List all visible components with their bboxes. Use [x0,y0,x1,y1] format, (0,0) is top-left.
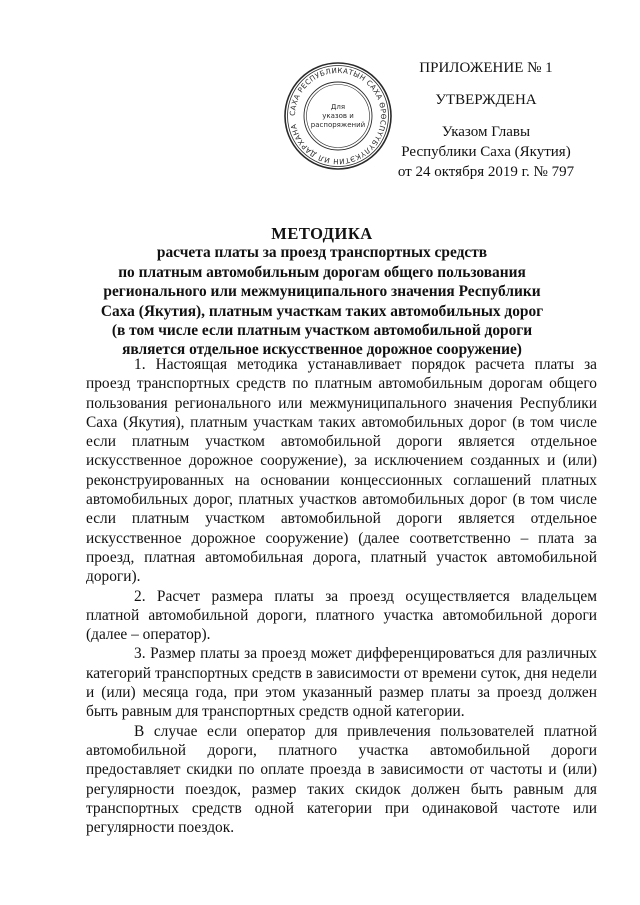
document-title [60,224,584,360]
title-line: (в том числе если платным участком автомобильной дороги [111,322,533,340]
title-line: Саха (Якутия), платным участкам таких автомобильных дорог [100,302,544,320]
seal-ring-text: САХА РЕСПУБЛИКАТЫН САХА ӨРӨСПҮҮБҮЛҮКЭТИН ИЛ ДАРХАНА [287,65,389,167]
seal-center-line-1: Для [330,103,346,111]
paragraph-1: 1. Настоящая методика устанавливает порядок расчета платы за проезд транспортных средств по платным автомобильным дорогам общего пользования регионального или межмуниципального значения Республики Саха (Якутия), платным участкам таких автомобильных дорог (в том числе если платным участком автомобильной дороги является отдельное искусственное дорожное сооружение), за исключением созданных и (или) реконструированных на основании концессионных соглашений платных автомобильных дорог, платных участков автомобильных дорог (в том числе если платным участком автомобильной дороги является отдельное искусственное дорожное сооружение) (далее соответственно – плата за проезд, платная автомобильная дорога, платный участок автомобильной дороги). [86,356,597,586]
title-line: по платным автомобильным дорогам общего пользования [118,263,526,281]
approval-block [366,58,606,182]
paragraph-2: 2. Расчет размера платы за проезд осуществляется владельцем платной автомобильной дороги, платного участка автомобильной дороги (далее – оператор). [86,587,597,644]
title-line: расчета платы за проезд транспортных средств [156,244,488,262]
appendix-number: ПРИЛОЖЕНИЕ № 1 [419,60,553,76]
title-line: является отдельное искусственное дорожное сооружение) [122,341,522,359]
document-body [86,355,597,837]
title-line: регионального или межмуниципального значения Республики [103,283,541,301]
approved-label: УТВЕРЖДЕНА [435,92,537,108]
decree-date: от 24 октября 2019 г. № 797 [397,164,575,180]
title-heading: МЕТОДИКА [271,224,373,243]
paragraph-4: В случае если оператор для привлечения пользователей платной автомобильной дороги, платного участка автомобильной дороги предоставляет скидки по оплате проезда в зависимости от частоты и (или) регулярности поездок, размер таких скидок должен быть равным для транспортных средств одной категории при одинаковой частоте или регулярности поездок. [86,722,597,837]
seal-center-line-3: распоряжений [310,121,366,129]
paragraph-3: 3. Размер платы за проезд может дифференцироваться для различных категорий транспортных средств в зависимости от времени суток, дня недели и (или) месяца года, при этом указанный размер платы за проезд должен быть равным для транспортных средств одной категории. [86,645,597,721]
seal-center-line-2: указов и [322,112,354,120]
decree-line: Указом Главы [441,124,531,140]
republic-line: Республики Саха (Якутия) [401,144,571,160]
